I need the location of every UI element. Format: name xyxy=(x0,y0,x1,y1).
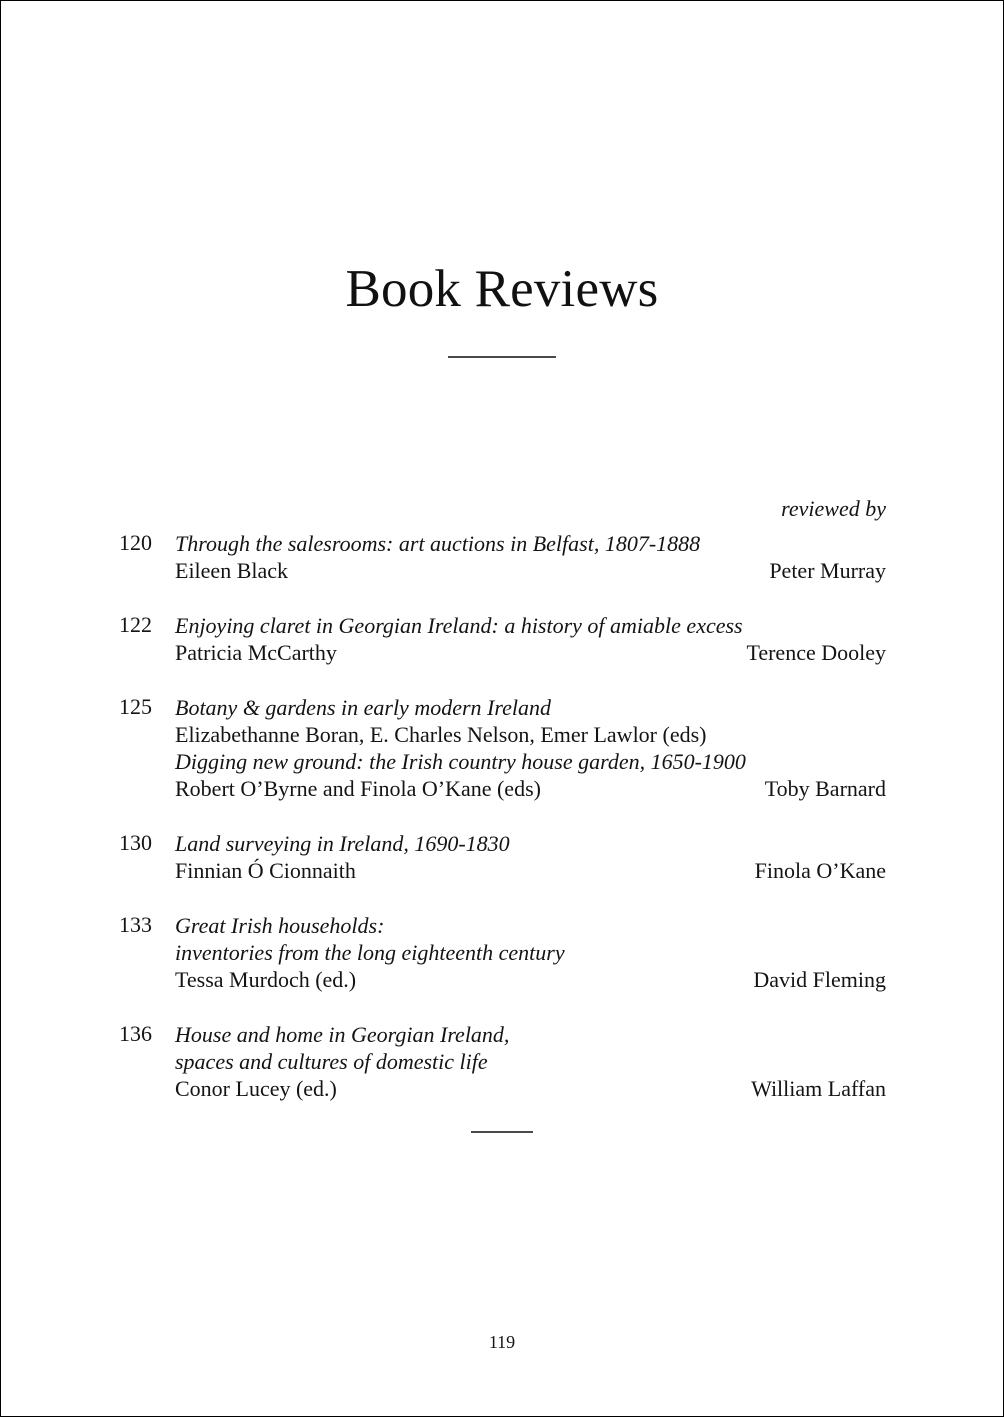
title-divider-rule xyxy=(448,356,556,358)
entry-line-row xyxy=(175,639,886,666)
entry-page-number[interactable]: 130 xyxy=(119,829,152,855)
entry-reviewer-name: William Laffan xyxy=(751,1075,886,1101)
entry-page-number[interactable]: 125 xyxy=(119,693,152,719)
review-entry xyxy=(119,694,886,802)
entry-line-row xyxy=(175,775,886,802)
entry-body xyxy=(175,612,886,666)
entry-book-author: Eileen Black xyxy=(175,557,289,583)
entry-line-row xyxy=(175,1048,886,1075)
bottom-divider-rule-inner xyxy=(471,1131,533,1133)
review-entry xyxy=(119,830,886,884)
entry-body xyxy=(175,530,886,584)
entry-line-row xyxy=(175,748,886,775)
entry-line-row xyxy=(175,530,886,557)
reviewed-by-column-header: reviewed by xyxy=(781,496,886,521)
entry-reviewer-name: Finola O’Kane xyxy=(754,857,886,883)
book-reviews-contents-list xyxy=(119,495,886,1102)
entry-body xyxy=(175,694,886,802)
entry-page-number[interactable]: 120 xyxy=(119,529,152,555)
entry-line-row xyxy=(175,557,886,584)
review-entry xyxy=(119,612,886,666)
entry-book-author: Conor Lucey (ed.) xyxy=(175,1075,337,1101)
review-entry xyxy=(119,1021,886,1102)
entry-line-row xyxy=(175,694,886,721)
entries-container xyxy=(119,530,886,1102)
entry-book-title: spaces and cultures of domestic life xyxy=(175,1048,488,1074)
masthead xyxy=(1,260,1003,358)
entry-line-row xyxy=(175,721,886,748)
entry-line-row xyxy=(175,912,886,939)
entry-page-number[interactable]: 122 xyxy=(119,611,152,637)
entry-line-row xyxy=(175,939,886,966)
entry-reviewer-name: Terence Dooley xyxy=(746,639,886,665)
page-title: Book Reviews xyxy=(345,260,659,318)
entry-book-title: Great Irish households: xyxy=(175,912,385,938)
entry-page-number[interactable]: 136 xyxy=(119,1020,152,1046)
entry-page-number[interactable]: 133 xyxy=(119,911,152,937)
entry-book-author: Elizabethanne Boran, E. Charles Nelson, Emer Lawlor (eds) xyxy=(175,721,707,747)
entry-book-title: Land surveying in Ireland, 1690-1830 xyxy=(175,830,510,856)
entry-line-row xyxy=(175,1021,886,1048)
entry-book-author: Tessa Murdoch (ed.) xyxy=(175,966,357,992)
entry-book-author: Patricia McCarthy xyxy=(175,639,337,665)
entry-book-author: Robert O’Byrne and Finola O’Kane (eds) xyxy=(175,775,541,801)
entry-book-title: Digging new ground: the Irish country house garden, 1650-1900 xyxy=(175,748,746,774)
entry-line-row xyxy=(175,1075,886,1102)
entry-book-title: Through the salesrooms: art auctions in Belfast, 1807-1888 xyxy=(175,530,701,556)
entry-book-author: Finnian Ó Cionnaith xyxy=(175,857,356,883)
entry-reviewer-name: Peter Murray xyxy=(769,557,886,583)
entry-line-row xyxy=(175,612,886,639)
entry-line-row xyxy=(175,830,886,857)
page-folio-number: 119 xyxy=(488,1332,516,1352)
entry-book-title: inventories from the long eighteenth century xyxy=(175,939,565,965)
entry-body xyxy=(175,830,886,884)
entry-book-title: House and home in Georgian Ireland, xyxy=(175,1021,510,1047)
review-entry xyxy=(119,530,886,584)
entry-book-title: Botany & gardens in early modern Ireland xyxy=(175,694,551,720)
entry-line-row xyxy=(175,857,886,884)
entry-body xyxy=(175,1021,886,1102)
entry-book-title: Enjoying claret in Georgian Ireland: a history of amiable excess xyxy=(175,612,743,638)
review-entry xyxy=(119,912,886,993)
entry-reviewer-name: David Fleming xyxy=(753,966,886,992)
entry-reviewer-name: Toby Barnard xyxy=(764,775,886,801)
entry-body xyxy=(175,912,886,993)
bottom-divider-rule xyxy=(1,1131,1003,1133)
entry-line-row xyxy=(175,966,886,993)
